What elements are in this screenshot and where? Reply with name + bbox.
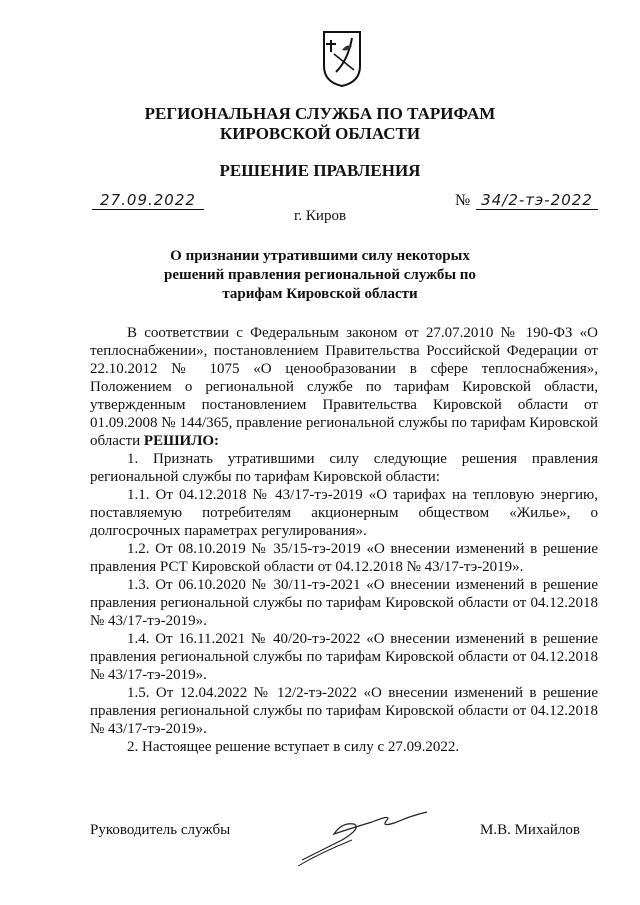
coat-of-arms-icon — [322, 30, 362, 88]
item-1: 1. Признать утратившими силу следующие решения правления региональной службы по тарифам Кировской области: — [90, 451, 598, 485]
city: г. Киров — [293, 208, 347, 224]
item-1-5: 1.5. От 12.04.2022 № 12/2-тэ-2022 «О внесении изменений в решение правления региональной службы по тарифам Кировской области от 04.12.2018 № 43/17-тэ-2019». — [90, 685, 598, 737]
decision-body — [90, 324, 598, 756]
decision-subject — [120, 247, 520, 304]
org-line-2: КИРОВСКОЙ ОБЛАСТИ — [219, 124, 421, 143]
subject-line-1: О признании утратившими силу некоторых — [170, 248, 470, 264]
item-1-2: 1.2. От 08.10.2019 № 35/15-тэ-2019 «О внесении изменений в решение правления РСТ Кировской области от 04.12.2018 № 43/17-тэ-2019». — [90, 541, 598, 575]
item-2: 2. Настоящее решение вступает в силу с 27.09.2022. — [127, 739, 460, 755]
subject-line-2: решений правления региональной службы по — [164, 267, 476, 283]
handwritten-signature — [292, 800, 442, 870]
organization-name — [0, 104, 640, 144]
item-1-3: 1.3. От 06.10.2020 № 30/11-тэ-2021 «О внесении изменений в решение правления региональной службы по тарифам Кировской области от 04.12.2018 № 43/17-тэ-2019». — [90, 577, 598, 629]
item-1-1: 1.1. От 04.12.2018 № 43/17-тэ-2019 «О тарифах на тепловую энергию, поставляемую потребителям акционерным обществом «Жилье», о долгосрочных параметрах регулирования». — [90, 487, 598, 539]
org-line-1: РЕГИОНАЛЬНАЯ СЛУЖБА ПО ТАРИФАМ — [144, 104, 496, 123]
signer-position: Руководитель службы — [90, 822, 231, 838]
decision-date: 27.09.2022 — [92, 191, 204, 210]
document-title: РЕШЕНИЕ ПРАВЛЕНИЯ — [219, 161, 421, 180]
subject-line-3: тарифам Кировской области — [222, 286, 418, 302]
signer-name: М.В. Михайлов — [480, 822, 581, 838]
intro-paragraph — [90, 324, 598, 450]
decided-keyword: РЕШИЛО: — [143, 433, 220, 449]
number-label: № — [455, 192, 471, 209]
item-1-4: 1.4. От 16.11.2021 № 40/20-тэ-2022 «О внесении изменений в решение правления региональной службы по тарифам Кировской области от 04.12.2018 № 43/17-тэ-2019». — [90, 631, 598, 683]
intro-text: В соответствии с Федеральным законом от 27.07.2010 № 190-ФЗ «О теплоснабжении», постановлением Правительства Российской Федерации от 22.10.2012 № 1075 «О ценообразовании в сфере теплоснабжения», Положением о региональной службе по тарифам Кировской области, утвержденным постановлением Правительства Кировской области от 01.09.2008 № 144/365, правление региональной службы по тарифам Кировской области — [90, 325, 598, 449]
decision-number: 34/2-тэ-2022 — [476, 191, 598, 210]
